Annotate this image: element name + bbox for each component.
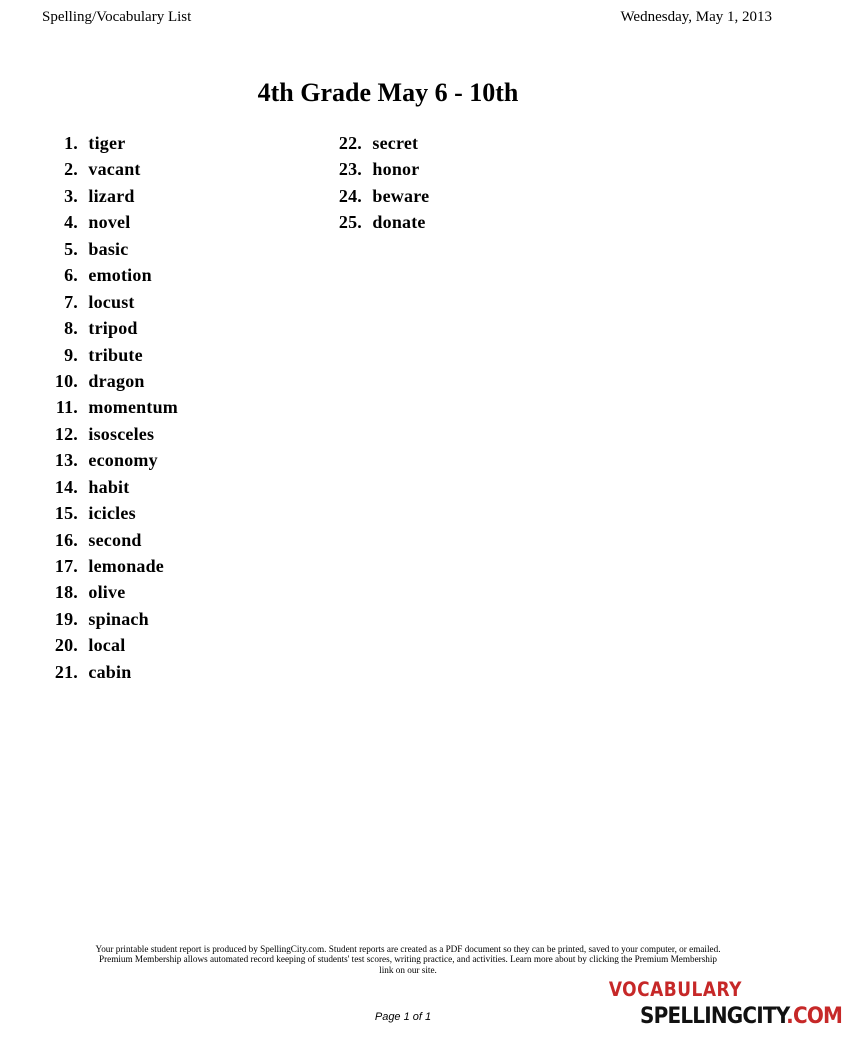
word-number: 15. [54, 503, 78, 524]
word-text: isosceles [88, 423, 155, 444]
word-text: dragon [88, 370, 145, 391]
logo-bottom-text [640, 1002, 842, 1029]
word-number: 17. [54, 556, 78, 576]
word-list-item [42, 262, 178, 288]
word-text: momentum [88, 397, 178, 418]
word-number: 21. [54, 661, 78, 682]
word-list-item [326, 183, 429, 209]
footer-note-line: Your printable student report is produced by SpellingCity.com. Student reports are created as a PDF document so they can be printed, saved to your computer, or emailed. [95, 944, 721, 954]
word-text: icicles [88, 503, 136, 524]
word-number: 13. [54, 450, 78, 471]
word-list-column-1 [42, 130, 178, 685]
page-number: Page 1 of 1 [374, 1011, 432, 1023]
word-number: 8. [64, 318, 78, 339]
word-text: habit [88, 476, 130, 497]
word-text: tiger [88, 133, 126, 153]
footer-note-line: link on our site. [379, 964, 437, 975]
word-number: 1. [64, 133, 78, 153]
logo-top-text: VOCABULARY [608, 978, 742, 1002]
word-list-item [42, 606, 178, 632]
word-text: second [88, 529, 142, 550]
word-text: lizard [88, 185, 135, 206]
page-title: 4th Grade May 6 - 10th [257, 78, 519, 107]
word-number: 6. [64, 265, 78, 286]
word-number: 3. [64, 185, 78, 206]
word-list-item [42, 474, 178, 500]
word-text: olive [88, 582, 126, 603]
word-list-item [42, 447, 178, 473]
word-number: 4. [64, 212, 78, 233]
word-list-item [42, 579, 178, 605]
word-list-item [42, 209, 178, 235]
word-text: basic [88, 238, 129, 259]
word-list-item [42, 368, 178, 394]
word-list-item [42, 342, 178, 368]
word-number: 14. [54, 476, 78, 497]
footer-note [40, 944, 776, 975]
word-text: honor [372, 159, 420, 180]
word-list-item [42, 553, 178, 579]
word-number: 11. [55, 397, 78, 418]
word-list-item [42, 632, 178, 658]
word-list-item [42, 421, 178, 447]
word-list-item [326, 156, 429, 182]
word-list-column-2 [326, 130, 429, 236]
word-text: spinach [88, 608, 149, 629]
word-list-item [42, 315, 178, 341]
word-number: 2. [64, 159, 78, 180]
word-number: 12. [54, 423, 78, 444]
word-number: 20. [54, 635, 78, 656]
word-text: vacant [88, 159, 141, 180]
header-date: Wednesday, May 1, 2013 [620, 9, 772, 25]
word-text: lemonade [88, 556, 165, 576]
word-list-item [42, 527, 178, 553]
word-text: tripod [88, 318, 138, 339]
word-text: novel [88, 212, 131, 233]
word-list-item [42, 500, 178, 526]
word-number: 18. [54, 582, 78, 603]
word-text: locust [88, 291, 135, 312]
header-list-type: Spelling/Vocabulary List [42, 9, 192, 25]
word-list-item [326, 130, 429, 156]
word-text: economy [88, 450, 158, 471]
word-list-item [42, 183, 178, 209]
word-text: donate [372, 212, 426, 233]
word-list-item [42, 394, 178, 420]
word-number: 9. [64, 344, 78, 365]
word-text: tribute [88, 344, 143, 365]
word-list-item [326, 209, 429, 235]
word-text: cabin [88, 661, 132, 682]
word-number: 7. [64, 291, 78, 312]
footer-note-line: Premium Membership allows automated record keeping of students' test scores, writing practice, and activities. Learn more about by clicking the Premium Membership [98, 954, 718, 965]
word-number: 25. [338, 212, 362, 233]
spellingcity-logo [608, 978, 842, 1030]
word-list-item [42, 156, 178, 182]
word-list-item [42, 236, 178, 262]
word-number: 19. [54, 608, 78, 629]
word-number: 23. [338, 159, 362, 180]
word-list-item [42, 659, 178, 685]
logo-bottom-main: SPELLINGCITY [640, 1001, 787, 1029]
logo-bottom-suffix: .COM [786, 1001, 842, 1029]
word-number: 10. [54, 370, 78, 391]
word-text: local [88, 635, 126, 656]
word-text: secret [372, 133, 419, 153]
word-list-item [42, 130, 178, 156]
word-number: 16. [54, 529, 78, 550]
word-text: beware [372, 185, 430, 206]
word-number: 5. [64, 238, 78, 259]
word-number: 22. [338, 133, 362, 153]
word-text: emotion [88, 265, 152, 286]
word-list-item [42, 289, 178, 315]
word-number: 24. [338, 185, 362, 206]
